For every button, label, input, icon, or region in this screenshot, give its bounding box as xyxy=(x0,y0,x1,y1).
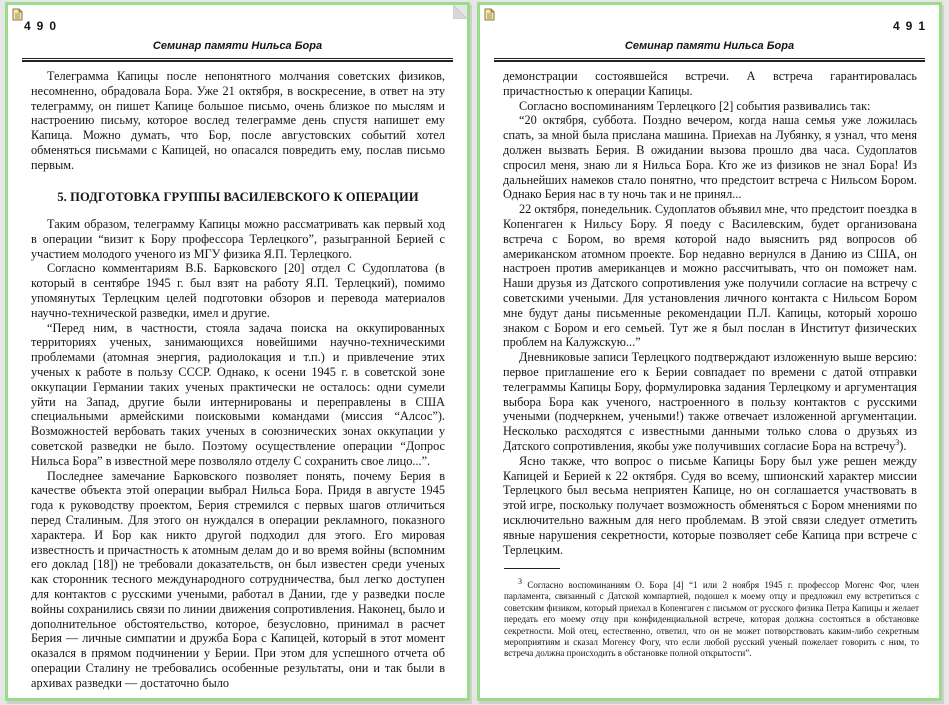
page-fold-icon xyxy=(453,5,467,19)
footnote-reference[interactable]: 3 xyxy=(895,437,900,447)
right-page xyxy=(477,2,942,701)
paragraph: “Перед ним, в частности, стояла задача поиска на оккупированных территориях ученых, занимающихся новейшими научно-техническими проблемами (атомная энергия, радиолокация и т.п.) и привлечение этих ученых к работе в пользу СССР. Однако, к осени 1945 г. в советской зоне оккупации Германии таких ученых практически не осталось: одни сумели уйти на Запад, другие были интернированы и переправлены в США специальными армейскими поисковыми командами (миссия “Алсос”). Возможностей вербовать таких ученых в союзнических зонах оккупации у советской разведки не было. Поэтому осуществление операции “Допрос Нильса Бора” в известной мере позволяло отделу С сохранить свое лицо...”. xyxy=(31,320,445,468)
paragraph-end: ). xyxy=(899,438,907,453)
paragraph-with-footnote xyxy=(503,350,917,454)
paragraph: Телеграмма Капицы после непонятного молчания советских физиков, несомненно, обрадовала Бора. Уже 21 октября, в воскресение, в ответ на эту телеграмму, он пишет Капице большое письмо, очень близкое по мыслям и настроению письму, которое вослед телеграмме день спустя напишет ему Капица. Можно думать, что Бор, после августовских событий хотел обменяться письмами с Капицей, но опасался повредить ему, послав письмо первым. xyxy=(31,69,445,172)
document-icon xyxy=(484,8,495,21)
body-text xyxy=(503,69,917,557)
paragraph: “20 октября, суббота. Поздно вечером, когда наша семья уже ложилась спать, за мной была прислана машина. Приехав на Лубянку, я узнал, что меня должен вызвать Берия. В ожидании вызова прошло два часа. Судоплатов спросил меня, знаю ли я Нильса Бора. Кто же из физиков не знал Бора! Из дальнейших намеков стало понятно, что предстоит встреча с Нильсом Бором. Однако Берия нас в ту ночь так и не принял... xyxy=(503,113,917,202)
paragraph: Согласно комментариям В.Б. Барковского [20] отдел С Судоплатова (в который в сентябре 1945 г. был взят на работу Я.П. Терлецкий), помимо упомянутых Терлецким целей подготовки обзоров и перевода материалов научно-технической разведки, имел и другие. xyxy=(31,261,445,320)
page-number: 490 xyxy=(24,19,63,33)
page-number: 491 xyxy=(892,19,931,33)
left-page xyxy=(5,2,470,701)
body-text-top xyxy=(31,69,445,173)
paragraph: Дневниковые записи Терлецкого подтверждают изложенную выше версию: первое приглашение его к Берии совпадает по времени с датой отправки телеграммы Капицы Бору, формулировка задания Терлецкому и аргументация выбора Бора как ученого, настроенного в пользу контактов с русскими учеными (подчеркнем, учеными!) также отвечает изложенной аргументации. Несколько расходятся с известными данными только слова о друзьях из Датского сопротивления, якобы уже получивших согласие Бора на встречу xyxy=(503,350,917,453)
header-rule xyxy=(494,58,925,62)
footnote-marker: 3 xyxy=(518,576,522,586)
running-head: Семинар памяти Нильса Бора xyxy=(624,40,795,52)
header-rule xyxy=(22,58,453,62)
paragraph: Последнее замечание Барковского позволяет понять, почему Берия в качестве объекта этой операции выбрал Нильса Бора. Придя в августе 1945 года к руководству проектом, Берия стремился с первых шагов отличиться перед Сталиным. Для этого он нуждался в операции рекламного, показного характера. И Бор как никто другой подходил для этого. Его мировая известность и причастность к атомным делам до и во время войны (вспомним его доклад [18]) не требовали доказательств, он был известен среди ученых как сторонник тесного международного сотрудничества, был легко доступен для контактов с русскими учеными, работал в Дании, где у разведки после войны сохранились связи по линии движения сопротивления. Наконец, было и дополнительное обстоятельство, которое, безусловно, принимал в расчет Берия — личные симпатии и дружба Бора с Капицей, который в этот момент оказался в прямом подчинении у Берии. При этом для успешного отчета об операции Сталину не требовались особенные результаты, они и так были в архивах разведки — достаточно было xyxy=(31,468,445,690)
body-text-main xyxy=(31,217,445,691)
paragraph: 22 октября, понедельник. Судоплатов объявил мне, что предстоит поездка в Копенгаген к Нильсу Бору. Я поеду с Василевским, будет организована встреча с Бором, во время которой надо выяснить ряд вопросов об американском атомном проекте. Бор недавно вернулся в Данию из США, он настроен против американцев и можно рассчитывать, что он поможет нам. Наши друзья из Датского сопротивления уже получили согласие на встречу с советскими учеными. Для установления личного контакта с Нильсом Бором мне будут даны письменные рекомендации П.Л. Капицы, который хорошо знаком с Бором и его семьей. Тут же я был послан в Институт физических проблем на Калужскую...” xyxy=(503,202,917,350)
footnote xyxy=(504,576,919,660)
running-head: Семинар памяти Нильса Бора xyxy=(152,40,323,52)
paragraph: демонстрации состоявшейся встречи. А встреча гарантировалась причастностью к операции Капицы. xyxy=(503,69,917,98)
paragraph: Согласно воспоминаниям Терлецкого [2] события развивались так: xyxy=(519,98,871,113)
footnote-text: Согласно воспоминаниям О. Бора [4] “1 или 2 ноября 1945 г. профессор Могенс Фог, член парламента, связанный с Датской компартией, подошел к моему отцу и предложил ему встретиться с советским физиком, который приехал в Копенгаген с письмом от русского физика Петра Капицы и желает передать его моему отцу при конфиденциальной встрече, которая должна состояться в обстановке секретности. Мой отец, естественно, ответил, что он не может потворствовать каким-либо секретным мероприятиям и сказал Могенсу Фогу, что если любой русский ученый пожелает говорить с ним, то встреча должна происходить в обстановке полной открытости”. xyxy=(504,580,919,659)
paragraph: Таким образом, телеграмму Капицы можно рассматривать как первый ход в операции “визит к Бору профессора Терлецкого”, разыгранной Берией с участием молодого ученого из МГУ физика Я.П. Терлецкого. xyxy=(31,217,445,261)
section-heading: 5. ПОДГОТОВКА ГРУППЫ ВАСИЛЕВСКОГО К ОПЕРАЦИИ xyxy=(57,190,419,204)
paragraph: Ясно также, что вопрос о письме Капицы Бору был уже решен между Капицей и Берией к 22 октября. Судя во всему, шпионский характер миссии Терлецкого был весьма неприятен Капице, но он соглашается участвовать в этой игре, поскольку получает возможность обменяться с Бором мнениями по исключительно важным для него проблемам. В этой связи следует отметить явные нарушения секретности, которые позволяет себе Капица при встрече с Терлецким. xyxy=(503,453,917,557)
document-icon xyxy=(12,8,23,21)
footnote-rule xyxy=(504,568,560,569)
